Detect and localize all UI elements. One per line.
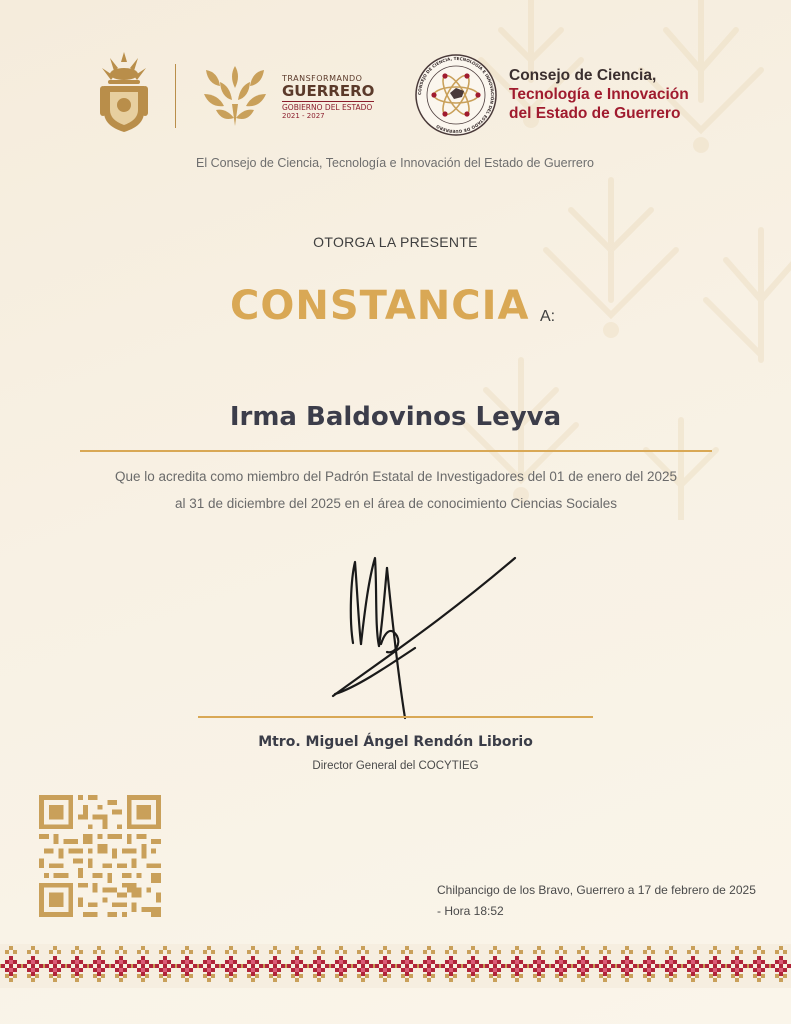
council-title-line1: Consejo de Ciencia,	[509, 67, 657, 84]
header-divider	[175, 64, 176, 128]
certificate-title: CONSTANCIA	[230, 283, 530, 329]
gobierno-subtitle: GOBIERNO DEL ESTADO	[282, 101, 374, 112]
qr-code-icon[interactable]	[39, 795, 161, 917]
tree-logo-icon	[200, 64, 270, 128]
gobierno-name: GUERRERO	[282, 82, 375, 100]
embroidery-band	[0, 944, 791, 988]
recipient-underline	[80, 450, 712, 452]
council-title-line3: del Estado de Guerrero	[509, 105, 681, 122]
header	[96, 50, 696, 140]
to-label: A:	[540, 308, 556, 325]
gobierno-wordmark	[282, 74, 374, 120]
gobierno-tagline: TRANSFORMANDO	[282, 74, 363, 83]
certificate-body: Que lo acredita como miembro del Padrón Estatal de Investigadores del 01 de enero del 2025 al 31 de diciembre del 2025 en el área de conocimiento Ciencias Sociales	[114, 469, 678, 511]
signer-role: Director General del COCYTIEG	[312, 760, 479, 772]
council-title	[509, 66, 689, 123]
seal-ring-text: CONSEJO DE CIENCIA, TECNOLOGÍA E INNOVACIÓN DEL ESTADO DE GUERRERO	[416, 55, 496, 135]
gobierno-years: 2021 - 2027	[282, 112, 325, 120]
signer-name: Mtro. Miguel Ángel Rendón Liborio	[258, 734, 533, 750]
signature-icon	[325, 548, 525, 723]
atom-seal-icon	[414, 53, 498, 137]
signature-line	[198, 716, 593, 718]
state-crest-icon	[96, 50, 152, 134]
grants-heading: OTORGA LA PRESENTE	[313, 234, 478, 250]
place-date-text: Chilpancigo de los Bravo, Guerrero a 17 de febrero de 2025 - Hora 18:52	[437, 883, 756, 918]
council-title-line2: Tecnología e Innovación	[509, 86, 689, 103]
recipient-name: Irma Baldovinos Leyva	[229, 402, 562, 432]
issuer-text: El Consejo de Ciencia, Tecnología e Innovación del Estado de Guerrero	[196, 156, 594, 170]
